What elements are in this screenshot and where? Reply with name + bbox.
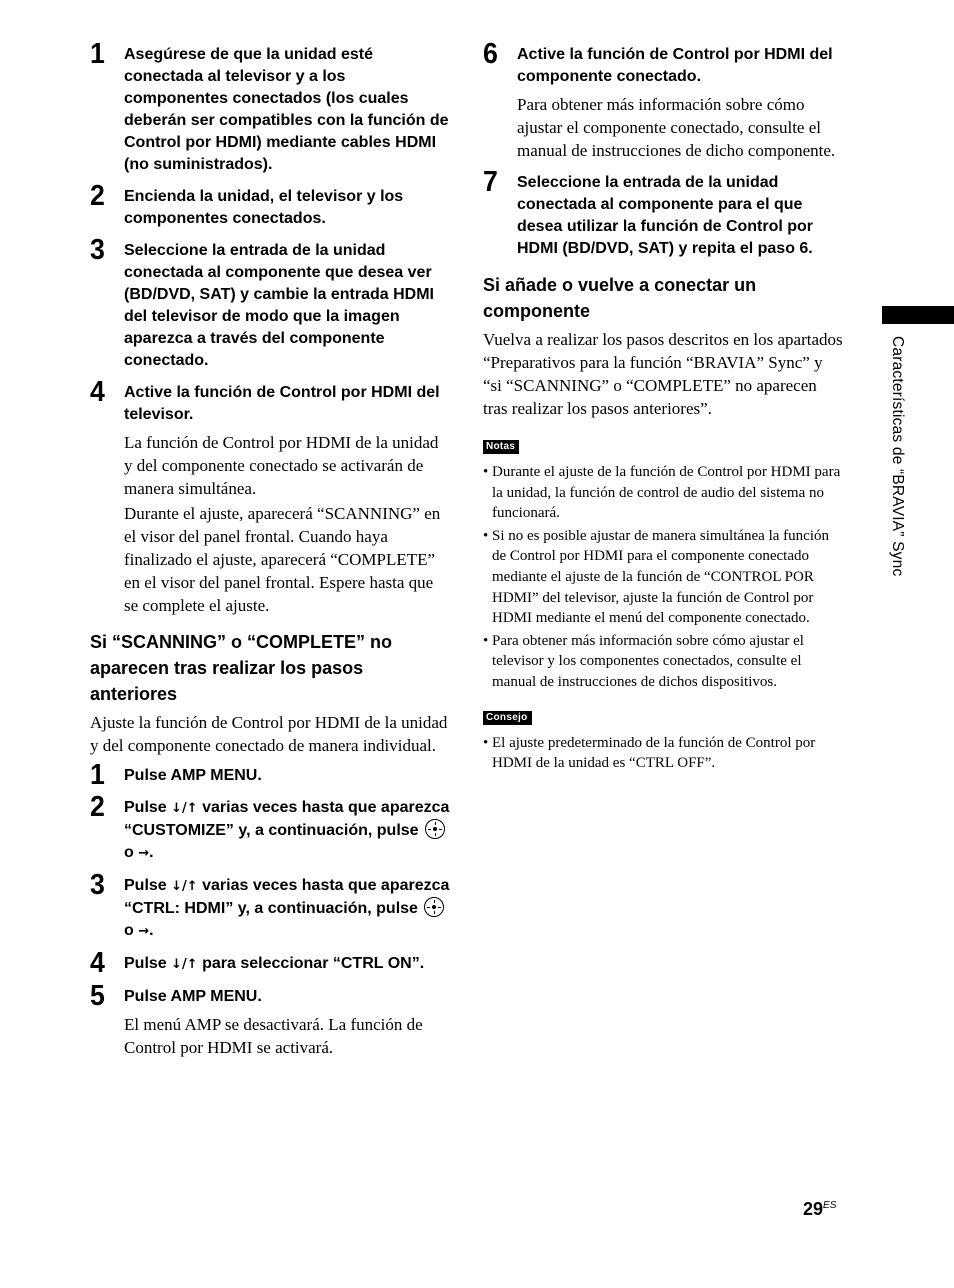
enter-button-icon xyxy=(424,897,444,917)
text: o xyxy=(124,844,139,861)
left-column xyxy=(90,38,450,1059)
section-heading: Si añade o vuelve a conectar un componente xyxy=(483,275,757,321)
step-title: Seleccione la entrada de la unidad conectada al componente que desea ver (BD/DVD, SAT) y cambie la entrada HDMI del televisor de modo que la imagen aparezca a través del componente conectado. xyxy=(124,242,434,369)
list-item xyxy=(483,526,843,629)
step-title xyxy=(124,875,450,943)
side-label: Características de “BRAVIA” Sync xyxy=(889,336,906,577)
steps-group-a xyxy=(90,38,450,617)
step-number: 5 xyxy=(90,980,105,1012)
right-arrow-icon: → xyxy=(138,924,150,939)
text: varias veces hasta que aparezca “CTRL: HDMI” y, a continuación, pulse xyxy=(124,877,450,917)
step-title: Pulse AMP MENU. xyxy=(124,767,262,784)
tip-list xyxy=(483,733,843,774)
right-column xyxy=(483,38,843,776)
step-1b xyxy=(90,759,450,791)
step-number: 1 xyxy=(90,38,105,70)
section-paragraph: Ajuste la función de Control por HDMI de la unidad y del componente conectado de manera individual. xyxy=(90,713,448,755)
text: Pulse xyxy=(124,877,172,894)
step-number: 2 xyxy=(90,180,105,212)
step-title xyxy=(124,953,450,976)
text: varias veces hasta que aparezca “CUSTOMIZE” y, a continuación, pulse xyxy=(124,799,450,839)
up-down-arrow-icon: ↓/↑ xyxy=(171,879,198,894)
step-title xyxy=(124,797,450,865)
step-2 xyxy=(90,180,450,230)
step-body: El menú AMP se desactivará. La función de Control por HDMI se activará. xyxy=(124,1015,423,1057)
step-title: Seleccione la entrada de la unidad conectada al componente para el que desea utilizar la función de Control por HDMI (BD/DVD, SAT) y repita el paso 6. xyxy=(517,174,814,257)
step-body: La función de Control por HDMI de la unidad y del componente conectado se activarán de manera simultánea. xyxy=(124,433,439,498)
list-item-text: Durante el ajuste de la función de Control por HDMI para la unidad, la función de control de audio del sistema no funcionará. xyxy=(492,464,841,522)
step-4 xyxy=(90,376,450,617)
step-number: 4 xyxy=(90,376,105,408)
text: . xyxy=(149,844,154,861)
list-item-text: El ajuste predeterminado de la función de Control por HDMI de la unidad es “CTRL OFF”. xyxy=(492,734,816,772)
step-body: Durante el ajuste, aparecerá “SCANNING” en el visor del panel frontal. Cuando haya finalizado el ajuste, aparecerá “COMPLETE” en el visor del panel frontal. Espere hasta que se complete el ajuste. xyxy=(124,504,441,615)
tip-block xyxy=(483,707,843,774)
step-5b xyxy=(90,980,450,1059)
text: o xyxy=(124,922,139,939)
step-7 xyxy=(483,166,843,260)
step-title: Pulse AMP MENU. xyxy=(124,988,262,1005)
text: Pulse xyxy=(124,799,172,816)
list-item-text: Para obtener más información sobre cómo ajustar el televisor y los componentes conectados, consulte el manual de instrucciones de dichos dispositivos. xyxy=(492,632,804,690)
step-4b xyxy=(90,947,450,979)
step-title: Active la función de Control por HDMI del televisor. xyxy=(124,384,440,423)
text: . xyxy=(149,922,154,939)
section-heading: Si “SCANNING” o “COMPLETE” no aparecen tras realizar los pasos anteriores xyxy=(90,632,393,704)
page-number-suffix: ES xyxy=(823,1200,837,1211)
enter-button-icon xyxy=(425,819,445,839)
step-number: 3 xyxy=(90,869,105,901)
section-paragraph: Vuelva a realizar los pasos descritos en los apartados “Preparativos para la función “BRAVIA” Sync” y “si “SCANNING” o “COMPLETE” no aparecen tras realizar los pasos anteriores”. xyxy=(483,330,843,418)
text: Pulse xyxy=(124,955,172,972)
up-down-arrow-icon: ↓/↑ xyxy=(171,957,198,972)
list-item xyxy=(483,462,843,524)
step-3 xyxy=(90,234,450,372)
page-number xyxy=(803,1199,836,1220)
page-number-value: 29 xyxy=(803,1199,824,1219)
bullet-icon: • xyxy=(483,632,489,649)
notes-badge: Notas xyxy=(483,440,519,454)
step-number: 4 xyxy=(90,947,105,979)
step-title: Active la función de Control por HDMI del componente conectado. xyxy=(517,46,833,85)
step-number: 1 xyxy=(90,759,105,791)
list-item xyxy=(483,733,843,774)
step-2b xyxy=(90,791,450,865)
bullet-icon: • xyxy=(483,464,489,480)
bullet-icon: • xyxy=(483,734,489,751)
notes-list xyxy=(483,462,843,693)
step-title: Asegúrese de que la unidad esté conectada al televisor y a los componentes conectados (los cuales deberán ser compatibles con la función de Control por HDMI) mediante cables HDMI (no suministrados). xyxy=(124,46,449,173)
step-number: 6 xyxy=(483,38,498,70)
step-3b xyxy=(90,869,450,943)
steps-group-right xyxy=(483,38,843,260)
notes-block xyxy=(483,436,843,693)
step-number: 2 xyxy=(90,791,105,823)
list-item-text: Si no es posible ajustar de manera simultánea la función de Control por HDMI para el componente conectado mediante el ajuste de la función de “CONTROL POR HDMI” del televisor, ajuste la función de Control por HDMI mediante el menú del componente conectado. xyxy=(492,527,829,627)
side-tab-marker xyxy=(882,306,954,324)
step-title: Encienda la unidad, el televisor y los componentes conectados. xyxy=(124,188,404,227)
text: para seleccionar “CTRL ON”. xyxy=(197,955,425,972)
step-body: Para obtener más información sobre cómo ajustar el componente conectado, consulte el manual de instrucciones de dicho componente. xyxy=(517,95,836,160)
bullet-icon: • xyxy=(483,527,489,544)
steps-group-b xyxy=(90,759,450,1059)
section-reconnect xyxy=(483,272,843,420)
section-scanning xyxy=(90,629,450,757)
right-arrow-icon: → xyxy=(138,846,150,861)
step-1 xyxy=(90,38,450,176)
step-number: 7 xyxy=(483,166,498,198)
list-item xyxy=(483,631,843,693)
step-number: 3 xyxy=(90,234,105,266)
step-6 xyxy=(483,38,843,162)
tip-badge: Consejo xyxy=(483,711,532,725)
up-down-arrow-icon: ↓/↑ xyxy=(171,801,198,816)
